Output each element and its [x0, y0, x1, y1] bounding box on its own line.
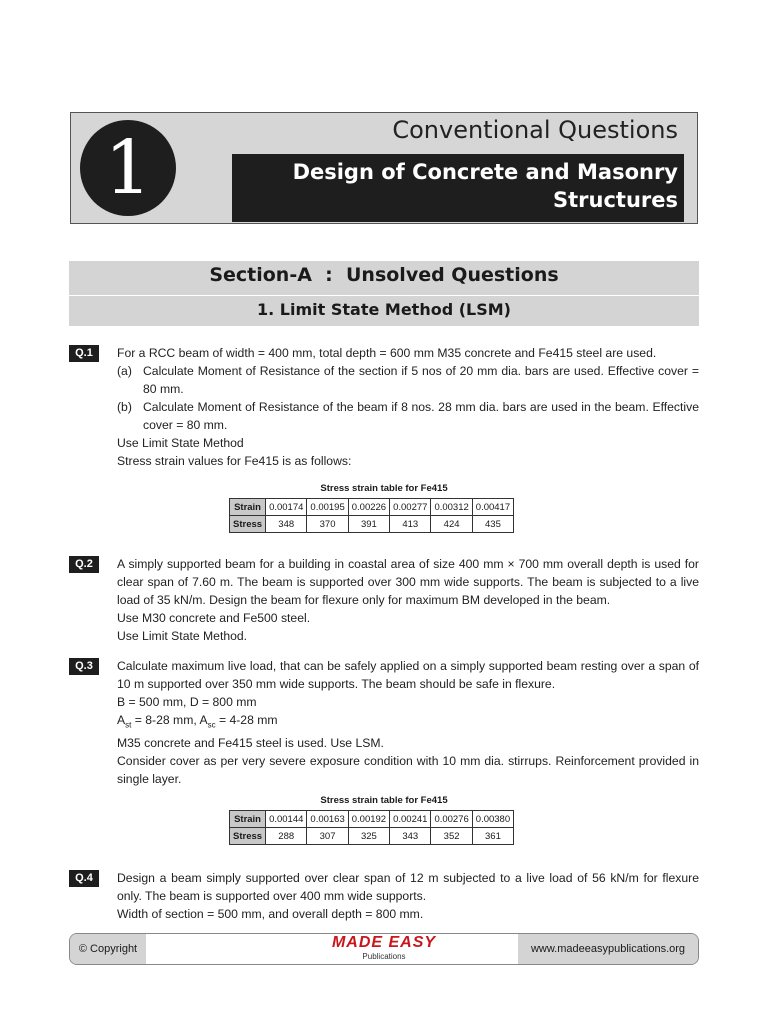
table-cell: 424 [431, 516, 472, 533]
question-text: Calculate maximum live load, that can be safely applied on a simply supported beam resting over a span of 10 m supported over 350 mm wide supports. The beam should be safe in flexure. [117, 659, 699, 691]
question-text: Consider cover as per very severe exposure condition with 10 mm dia. stirrups. Reinforcement provided in single layer. [117, 754, 699, 787]
table-cell: 0.00380 [472, 811, 513, 828]
part-text: Calculate Moment of Resistance of the section if 5 nos of 20 mm dia. bars are used. Effective cover = 80 mm. [143, 364, 699, 396]
question-3 [117, 657, 699, 788]
table-cell: 0.00312 [431, 499, 472, 516]
stress-strain-table-2 [229, 810, 514, 845]
table-cell: 0.00144 [266, 811, 307, 828]
question-text: Use Limit State Method [117, 436, 244, 450]
table-caption: Stress strain table for Fe415 [320, 483, 448, 494]
copyright-label: © Copyright [70, 934, 146, 964]
subsection-heading: 1. Limit State Method (LSM) [257, 300, 511, 319]
question-text: Design a beam simply supported over clear span of 12 m subjected to a live load of 56 kN/m for flexure only. The beam is supported over 400 mm wide supports. [117, 871, 699, 903]
table-caption: Stress strain table for Fe415 [320, 795, 448, 806]
row-header: Strain [230, 811, 266, 828]
table-cell: 0.00226 [348, 499, 389, 516]
table-cell: 288 [266, 828, 307, 845]
section-heading: Section-A : Unsolved Questions [209, 264, 559, 286]
row-header: Strain [230, 499, 266, 516]
publisher-sub: Publications [362, 952, 406, 961]
table-cell: 0.00195 [307, 499, 348, 516]
question-text: Width of section = 500 mm, and overall depth = 800 mm. [117, 907, 424, 921]
part-label: (a) [117, 364, 132, 378]
question-1 [117, 344, 699, 470]
table-cell: 348 [266, 516, 307, 533]
part-text: Calculate Moment of Resistance of the beam if 8 nos. 28 mm dia. bars are used in the beam. Effective cover = 80 mm. [143, 400, 699, 432]
question-2 [117, 555, 699, 645]
table-row [230, 828, 514, 845]
table-cell: 0.00192 [348, 811, 389, 828]
chapter-title [244, 158, 678, 214]
chapter-title-line2: Structures [552, 188, 678, 212]
table-cell: 0.00174 [266, 499, 307, 516]
table-cell: 0.00276 [431, 811, 472, 828]
table-row [230, 499, 514, 516]
question-text: Use M30 concrete and Fe500 steel. [117, 611, 311, 625]
table-cell: 0.00277 [390, 499, 431, 516]
table-cell: 391 [348, 516, 389, 533]
table-cell: 0.00241 [390, 811, 431, 828]
question-text: Stress strain values for Fe415 is as follows: [117, 454, 352, 468]
table-cell: 325 [348, 828, 389, 845]
chapter-title-line1: Design of Concrete and Masonry [292, 160, 678, 184]
website-link[interactable]: www.madeeasypublications.org [518, 934, 698, 964]
table-cell: 370 [307, 516, 348, 533]
chapter-type-label: Conventional Questions [392, 116, 678, 144]
table-row [230, 811, 514, 828]
question-badge: Q.1 [69, 345, 99, 362]
table-cell: 435 [472, 516, 513, 533]
question-part [117, 398, 699, 434]
question-4 [117, 869, 699, 923]
question-text: A simply supported beam for a building in coastal area of size 400 mm × 700 mm overall depth is used for clear span of 7.60 m. The beam is supported over 300 mm wide supports. The beam is subjected to a live load of 35 kN/m. Design the beam for flexure only for maximum BM developed in the beam. [117, 557, 699, 607]
table-cell: 413 [390, 516, 431, 533]
question-text: For a RCC beam of width = 400 mm, total depth = 600 mm M35 concrete and Fe415 steel are used. [117, 346, 657, 360]
table-cell: 0.00417 [472, 499, 513, 516]
row-header: Stress [230, 828, 266, 845]
publisher-name: MADE EASY [331, 934, 437, 951]
table-row [230, 516, 514, 533]
row-header: Stress [230, 516, 266, 533]
publisher-logo [318, 934, 450, 964]
question-part [117, 362, 699, 398]
stress-strain-table-1 [229, 498, 514, 533]
question-badge: Q.4 [69, 870, 99, 887]
table-cell: 352 [431, 828, 472, 845]
chapter-number-badge: 1 [80, 120, 176, 216]
table-cell: 0.00163 [307, 811, 348, 828]
table-cell: 307 [307, 828, 348, 845]
table-cell: 361 [472, 828, 513, 845]
question-text: B = 500 mm, D = 800 mm [117, 695, 257, 709]
part-label: (b) [117, 400, 132, 414]
question-badge: Q.3 [69, 658, 99, 675]
reinforcement-line: $A_{st} = 8-28$ mm, $A_{sc} = 4-28$ mm [117, 713, 278, 730]
question-badge: Q.2 [69, 556, 99, 573]
question-text: Use Limit State Method. [117, 629, 248, 643]
question-text: M35 concrete and Fe415 steel is used. Use LSM. [117, 736, 384, 751]
table-cell: 343 [390, 828, 431, 845]
